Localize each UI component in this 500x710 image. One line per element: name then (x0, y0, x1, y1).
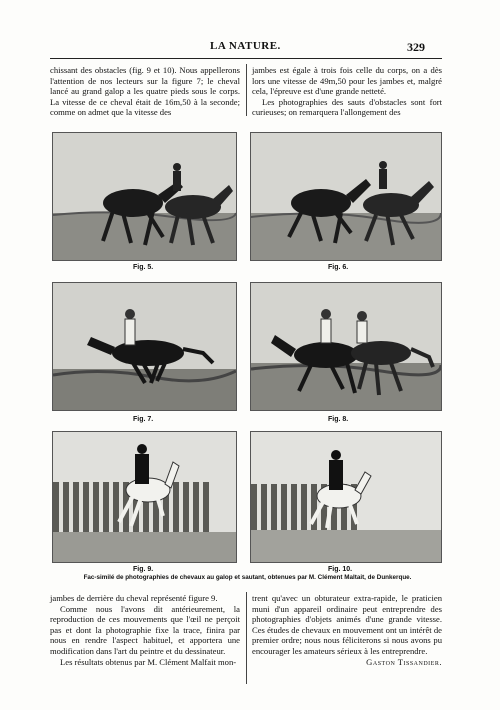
figure-10-label: Fig. 10. (328, 566, 353, 573)
figure-9-photo (52, 431, 237, 563)
figure-7-photo (52, 282, 237, 411)
bottom-left-paragraph-3: Les résultats obtenus par M. Clément Malfait mon- (60, 656, 237, 667)
column-separator-bottom (246, 592, 247, 684)
bottom-right-text: trent qu'avec un obturateur extra-rapide, le praticien muni d'un appareil ordinaire peut entreprendre des photographies d'objets animés d'une grande vitesse. Ces études de chevaux en mouvement ont un intérêt de premier ordre; nous nous féliciterons si nous avons pu encourager les amateurs sérieux à les entreprendre. (252, 593, 442, 656)
top-right-paragraph-2: Les photographies des sauts d'obstacles sont fort curieuses; on remarquera l'allongement des (252, 96, 442, 118)
figure-6-label: Fig. 6. (328, 264, 349, 271)
figure-6-photo (250, 132, 442, 261)
figures-caption: Fac-similé de photographies de chevaux au galop et sautant, obtenues par M. Clément Maltait, de Dunkerque. (83, 574, 412, 581)
top-right-column (252, 65, 442, 118)
figure-9-label: Fig. 9. (133, 566, 154, 573)
figure-8-label: Fig. 8. (328, 416, 349, 423)
top-right-paragraph-1: jambes est égale à trois fois celle du corps, on a dès lors une vitesse de 49m,50 pour les jambes et, malgré cela, l'épreuve est d'une grande netteté. (252, 65, 442, 97)
top-left-text: chissant des obstacles (fig. 9 et 10). Nous appellerons l'attention de nos lecteurs sur la figure 7; le cheval lancé au grand galop a les quatre pieds sous le corps. La vitesse de ce cheval était de 16m,50 à la seconde; comme on admet que la vitesse des (50, 65, 240, 118)
page-number: 329 (407, 40, 425, 54)
column-separator-top (246, 64, 247, 116)
figure-8-photo (250, 282, 442, 411)
running-header-title: LA NATURE. (210, 40, 281, 52)
bottom-right-column (252, 593, 442, 667)
figure-7-label: Fig. 7. (133, 416, 154, 423)
figure-5-label: Fig. 5. (133, 264, 154, 271)
top-left-column (50, 65, 240, 118)
bottom-left-paragraph-1: jambes de derrière du cheval représenté figure 9. (50, 593, 218, 603)
figure-5-photo (52, 132, 237, 261)
header-rule (50, 58, 442, 59)
author-signature: Gaston Tissandier. (366, 656, 442, 667)
figure-10-photo (250, 431, 442, 563)
bottom-left-column (50, 593, 240, 667)
bottom-left-paragraph-2: Comme nous l'avons dit antérieurement, la reproduction de ces mouvements que l'œil ne perçoit pas et dont la photographie fixe la trace, finira par nous en rendre l'aspect habituel, et apportera une modification dans l'art du peintre et du dessinateur. (50, 603, 240, 656)
